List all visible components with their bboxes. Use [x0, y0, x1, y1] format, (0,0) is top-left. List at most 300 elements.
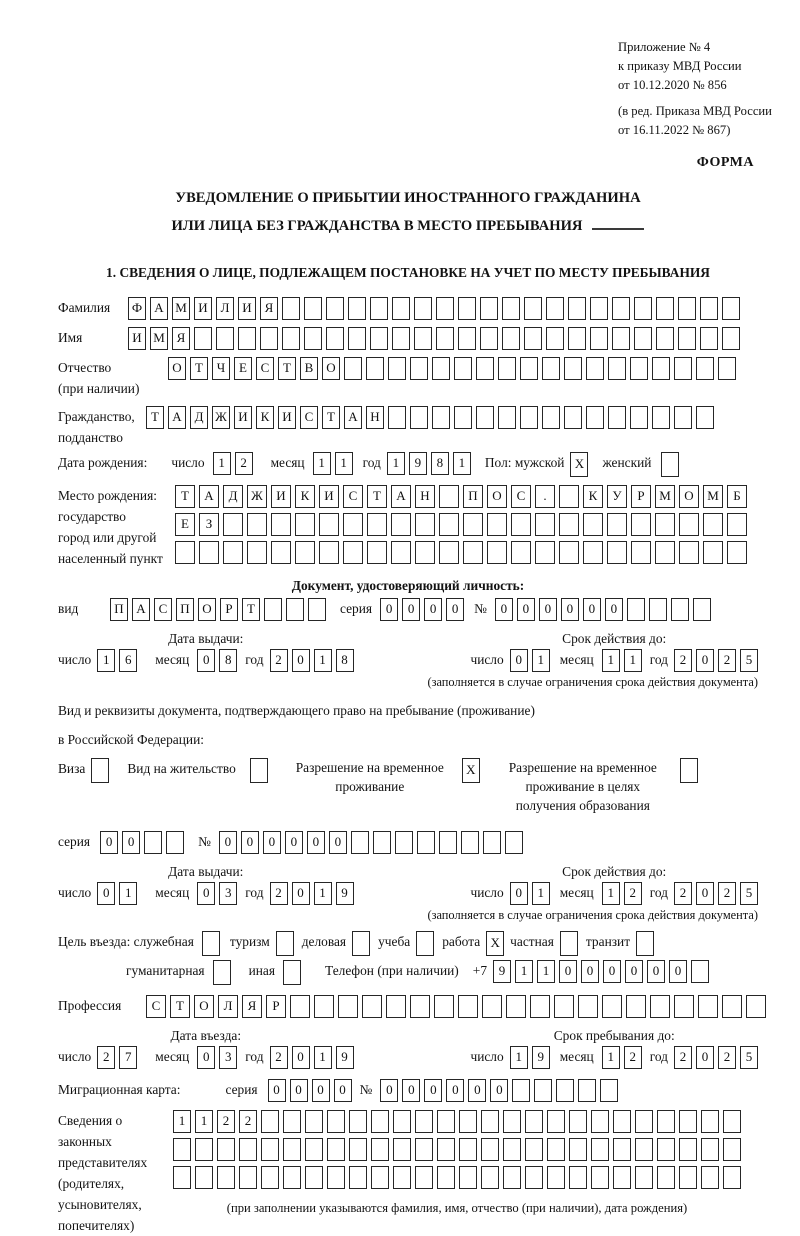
char-box[interactable]: Л	[216, 297, 234, 320]
char-box[interactable]	[511, 513, 531, 536]
char-box[interactable]: 0	[329, 831, 347, 854]
char-box[interactable]	[348, 327, 366, 350]
char-box[interactable]	[511, 541, 531, 564]
char-box[interactable]	[338, 995, 358, 1018]
char-box[interactable]: 6	[119, 649, 137, 672]
char-box[interactable]: Я	[260, 297, 278, 320]
char-box[interactable]	[542, 357, 560, 380]
char-box[interactable]: Н	[366, 406, 384, 429]
char-box[interactable]: 1	[532, 649, 550, 672]
char-box[interactable]: 1	[453, 452, 471, 475]
char-box[interactable]	[524, 327, 542, 350]
char-box[interactable]	[415, 1110, 433, 1133]
char-box[interactable]	[437, 1138, 455, 1161]
char-box[interactable]: 2	[718, 882, 736, 905]
char-box[interactable]: 8	[336, 649, 354, 672]
char-box[interactable]: 0	[380, 1079, 398, 1102]
char-box[interactable]: 0	[402, 598, 420, 621]
char-box[interactable]: .	[535, 485, 555, 508]
char-box[interactable]: 1	[173, 1110, 191, 1133]
char-box[interactable]: П	[463, 485, 483, 508]
char-box[interactable]	[482, 995, 502, 1018]
char-box[interactable]: З	[199, 513, 219, 536]
char-box[interactable]	[591, 1138, 609, 1161]
char-box[interactable]: А	[199, 485, 219, 508]
char-box[interactable]	[652, 406, 670, 429]
char-box[interactable]	[502, 327, 520, 350]
char-box[interactable]	[417, 831, 435, 854]
char-box[interactable]	[370, 327, 388, 350]
char-box[interactable]	[498, 406, 516, 429]
char-box[interactable]	[655, 513, 675, 536]
char-box[interactable]	[564, 406, 582, 429]
char-box[interactable]: 9	[532, 1046, 550, 1069]
char-box[interactable]	[437, 1110, 455, 1133]
char-box[interactable]	[649, 598, 667, 621]
char-box[interactable]	[679, 1138, 697, 1161]
char-box[interactable]	[436, 327, 454, 350]
char-box[interactable]	[223, 541, 243, 564]
char-box[interactable]: 0	[446, 598, 464, 621]
char-box[interactable]	[371, 1166, 389, 1189]
char-box[interactable]	[415, 513, 435, 536]
char-box[interactable]: X	[570, 452, 588, 477]
char-box[interactable]	[480, 297, 498, 320]
char-box[interactable]: 2	[217, 1110, 235, 1133]
char-box[interactable]: П	[110, 598, 128, 621]
char-box[interactable]	[343, 541, 363, 564]
char-box[interactable]	[319, 541, 339, 564]
char-box[interactable]	[602, 995, 622, 1018]
char-box[interactable]: Д	[223, 485, 243, 508]
char-box[interactable]	[613, 1166, 631, 1189]
char-box[interactable]: 0	[424, 598, 442, 621]
char-box[interactable]	[458, 995, 478, 1018]
char-box[interactable]	[608, 357, 626, 380]
char-box[interactable]	[657, 1110, 675, 1133]
char-box[interactable]: 5	[740, 882, 758, 905]
char-box[interactable]: И	[278, 406, 296, 429]
char-box[interactable]: 1	[602, 1046, 620, 1069]
char-box[interactable]	[319, 513, 339, 536]
char-box[interactable]: И	[271, 485, 291, 508]
char-box[interactable]: Р	[631, 485, 651, 508]
char-box[interactable]	[239, 1138, 257, 1161]
char-box[interactable]	[264, 598, 282, 621]
char-box[interactable]	[314, 995, 334, 1018]
char-box[interactable]: 2	[718, 649, 736, 672]
char-box[interactable]	[722, 327, 740, 350]
char-box[interactable]	[722, 995, 742, 1018]
char-box[interactable]	[391, 513, 411, 536]
char-box[interactable]: 0	[696, 649, 714, 672]
char-box[interactable]	[525, 1138, 543, 1161]
char-box[interactable]	[546, 327, 564, 350]
char-box[interactable]: 0	[197, 882, 215, 905]
char-box[interactable]	[613, 1138, 631, 1161]
char-box[interactable]	[463, 513, 483, 536]
char-box[interactable]	[535, 513, 555, 536]
char-box[interactable]: 2	[270, 882, 288, 905]
char-box[interactable]: К	[295, 485, 315, 508]
char-box[interactable]	[634, 327, 652, 350]
char-box[interactable]: И	[319, 485, 339, 508]
char-box[interactable]	[679, 1166, 697, 1189]
char-box[interactable]	[173, 1138, 191, 1161]
char-box[interactable]	[525, 1166, 543, 1189]
char-box[interactable]: 0	[219, 831, 237, 854]
char-box[interactable]: 1	[624, 649, 642, 672]
char-box[interactable]	[476, 406, 494, 429]
char-box[interactable]	[238, 327, 256, 350]
char-box[interactable]	[608, 406, 626, 429]
char-box[interactable]	[283, 1138, 301, 1161]
char-box[interactable]: 1	[335, 452, 353, 475]
char-box[interactable]	[534, 1079, 552, 1102]
char-box[interactable]: Т	[190, 357, 208, 380]
char-box[interactable]	[487, 541, 507, 564]
char-box[interactable]	[458, 297, 476, 320]
char-box[interactable]: 1	[313, 452, 331, 475]
char-box[interactable]: 1	[195, 1110, 213, 1133]
char-box[interactable]	[578, 995, 598, 1018]
char-box[interactable]	[349, 1110, 367, 1133]
char-box[interactable]	[657, 1166, 675, 1189]
char-box[interactable]: 0	[307, 831, 325, 854]
char-box[interactable]: 1	[213, 452, 231, 475]
char-box[interactable]: Ж	[212, 406, 230, 429]
char-box[interactable]: С	[300, 406, 318, 429]
char-box[interactable]	[362, 995, 382, 1018]
char-box[interactable]	[271, 513, 291, 536]
char-box[interactable]: И	[194, 297, 212, 320]
char-box[interactable]: 0	[380, 598, 398, 621]
char-box[interactable]	[583, 513, 603, 536]
char-box[interactable]	[727, 513, 747, 536]
char-box[interactable]	[502, 297, 520, 320]
char-box[interactable]: С	[343, 485, 363, 508]
char-box[interactable]: С	[511, 485, 531, 508]
char-box[interactable]	[349, 1138, 367, 1161]
char-box[interactable]: Т	[278, 357, 296, 380]
char-box[interactable]: 0	[122, 831, 140, 854]
char-box[interactable]	[410, 995, 430, 1018]
char-box[interactable]	[693, 598, 711, 621]
char-box[interactable]: А	[132, 598, 150, 621]
char-box[interactable]: К	[583, 485, 603, 508]
char-box[interactable]	[173, 1166, 191, 1189]
char-box[interactable]	[607, 513, 627, 536]
char-box[interactable]: 5	[740, 649, 758, 672]
char-box[interactable]	[199, 541, 219, 564]
char-box[interactable]: 1	[537, 960, 555, 983]
char-box[interactable]	[600, 1079, 618, 1102]
char-box[interactable]	[195, 1166, 213, 1189]
char-box[interactable]	[283, 1110, 301, 1133]
char-box[interactable]: М	[172, 297, 190, 320]
char-box[interactable]: 0	[490, 1079, 508, 1102]
char-box[interactable]	[723, 1110, 741, 1133]
char-box[interactable]	[568, 327, 586, 350]
char-box[interactable]: 7	[119, 1046, 137, 1069]
char-box[interactable]: П	[176, 598, 194, 621]
char-box[interactable]: 0	[696, 1046, 714, 1069]
char-box[interactable]	[175, 541, 195, 564]
char-box[interactable]	[370, 297, 388, 320]
char-box[interactable]	[282, 327, 300, 350]
char-box[interactable]	[282, 297, 300, 320]
char-box[interactable]: 5	[740, 1046, 758, 1069]
char-box[interactable]	[217, 1166, 235, 1189]
char-box[interactable]	[590, 327, 608, 350]
char-box[interactable]	[366, 357, 384, 380]
char-box[interactable]	[295, 541, 315, 564]
char-box[interactable]: Т	[170, 995, 190, 1018]
char-box[interactable]	[459, 1166, 477, 1189]
char-box[interactable]	[371, 1138, 389, 1161]
char-box[interactable]: 0	[268, 1079, 286, 1102]
char-box[interactable]	[590, 297, 608, 320]
char-box[interactable]: Е	[175, 513, 195, 536]
char-box[interactable]	[746, 995, 766, 1018]
char-box[interactable]	[634, 297, 652, 320]
char-box[interactable]: О	[198, 598, 216, 621]
char-box[interactable]	[560, 931, 578, 956]
char-box[interactable]	[437, 1166, 455, 1189]
char-box[interactable]: И	[234, 406, 252, 429]
char-box[interactable]	[498, 357, 516, 380]
char-box[interactable]	[630, 357, 648, 380]
char-box[interactable]	[631, 541, 651, 564]
char-box[interactable]	[591, 1166, 609, 1189]
char-box[interactable]	[569, 1166, 587, 1189]
char-box[interactable]: А	[344, 406, 362, 429]
char-box[interactable]	[367, 513, 387, 536]
char-box[interactable]	[388, 406, 406, 429]
char-box[interactable]: Т	[367, 485, 387, 508]
char-box[interactable]: 2	[239, 1110, 257, 1133]
char-box[interactable]	[626, 995, 646, 1018]
char-box[interactable]	[373, 831, 391, 854]
char-box[interactable]	[535, 541, 555, 564]
char-box[interactable]: 0	[100, 831, 118, 854]
char-box[interactable]: М	[703, 485, 723, 508]
char-box[interactable]: X	[462, 758, 480, 783]
char-box[interactable]	[578, 1079, 596, 1102]
char-box[interactable]	[556, 1079, 574, 1102]
char-box[interactable]	[415, 1138, 433, 1161]
char-box[interactable]	[434, 995, 454, 1018]
char-box[interactable]: Ч	[212, 357, 230, 380]
char-box[interactable]	[657, 1138, 675, 1161]
char-box[interactable]: О	[322, 357, 340, 380]
char-box[interactable]: 1	[119, 882, 137, 905]
char-box[interactable]: X	[486, 931, 504, 956]
char-box[interactable]	[698, 995, 718, 1018]
char-box[interactable]	[696, 406, 714, 429]
char-box[interactable]: С	[154, 598, 172, 621]
char-box[interactable]	[283, 1166, 301, 1189]
char-box[interactable]: В	[300, 357, 318, 380]
char-box[interactable]: 2	[270, 1046, 288, 1069]
char-box[interactable]	[678, 327, 696, 350]
char-box[interactable]	[512, 1079, 530, 1102]
char-box[interactable]: 0	[581, 960, 599, 983]
char-box[interactable]: 0	[402, 1079, 420, 1102]
char-box[interactable]: 9	[409, 452, 427, 475]
char-box[interactable]	[547, 1138, 565, 1161]
char-box[interactable]	[349, 1166, 367, 1189]
char-box[interactable]: 8	[431, 452, 449, 475]
char-box[interactable]	[247, 541, 267, 564]
char-box[interactable]	[166, 831, 184, 854]
char-box[interactable]	[344, 357, 362, 380]
char-box[interactable]	[542, 406, 560, 429]
char-box[interactable]	[586, 406, 604, 429]
char-box[interactable]	[304, 327, 322, 350]
char-box[interactable]	[327, 1166, 345, 1189]
char-box[interactable]	[524, 297, 542, 320]
char-box[interactable]	[554, 995, 574, 1018]
char-box[interactable]: 0	[197, 1046, 215, 1069]
char-box[interactable]: Т	[322, 406, 340, 429]
char-box[interactable]	[652, 357, 670, 380]
char-box[interactable]: 1	[532, 882, 550, 905]
char-box[interactable]	[410, 406, 428, 429]
char-box[interactable]	[271, 541, 291, 564]
char-box[interactable]	[613, 1110, 631, 1133]
char-box[interactable]	[568, 297, 586, 320]
char-box[interactable]: А	[150, 297, 168, 320]
char-box[interactable]	[547, 1110, 565, 1133]
char-box[interactable]	[525, 1110, 543, 1133]
char-box[interactable]	[414, 327, 432, 350]
char-box[interactable]: 0	[561, 598, 579, 621]
char-box[interactable]	[505, 831, 523, 854]
char-box[interactable]	[327, 1138, 345, 1161]
char-box[interactable]	[483, 831, 501, 854]
char-box[interactable]	[392, 297, 410, 320]
char-box[interactable]	[290, 995, 310, 1018]
char-box[interactable]	[503, 1138, 521, 1161]
char-box[interactable]	[459, 1110, 477, 1133]
char-box[interactable]: 0	[468, 1079, 486, 1102]
char-box[interactable]	[559, 541, 579, 564]
char-box[interactable]	[674, 995, 694, 1018]
char-box[interactable]: 0	[583, 598, 601, 621]
char-box[interactable]	[718, 357, 736, 380]
char-box[interactable]	[678, 297, 696, 320]
char-box[interactable]: 9	[336, 882, 354, 905]
char-box[interactable]: 3	[219, 882, 237, 905]
char-box[interactable]	[680, 758, 698, 783]
char-box[interactable]: М	[655, 485, 675, 508]
char-box[interactable]	[696, 357, 714, 380]
char-box[interactable]: О	[487, 485, 507, 508]
char-box[interactable]: 0	[603, 960, 621, 983]
char-box[interactable]	[583, 541, 603, 564]
char-box[interactable]	[415, 1166, 433, 1189]
char-box[interactable]	[195, 1138, 213, 1161]
char-box[interactable]	[91, 758, 109, 783]
char-box[interactable]: 1	[602, 882, 620, 905]
char-box[interactable]	[286, 598, 304, 621]
char-box[interactable]: Н	[415, 485, 435, 508]
char-box[interactable]: 0	[605, 598, 623, 621]
char-box[interactable]	[213, 960, 231, 985]
char-box[interactable]	[481, 1166, 499, 1189]
char-box[interactable]	[461, 831, 479, 854]
char-box[interactable]	[371, 1110, 389, 1133]
char-box[interactable]: 1	[510, 1046, 528, 1069]
char-box[interactable]: 1	[314, 649, 332, 672]
char-box[interactable]: 2	[674, 882, 692, 905]
char-box[interactable]	[656, 327, 674, 350]
char-box[interactable]: 0	[647, 960, 665, 983]
char-box[interactable]	[250, 758, 268, 783]
char-box[interactable]	[701, 1166, 719, 1189]
char-box[interactable]	[348, 297, 366, 320]
char-box[interactable]	[304, 297, 322, 320]
char-box[interactable]: 0	[510, 649, 528, 672]
char-box[interactable]	[343, 513, 363, 536]
char-box[interactable]: Д	[190, 406, 208, 429]
char-box[interactable]: У	[607, 485, 627, 508]
char-box[interactable]	[627, 598, 645, 621]
char-box[interactable]	[723, 1138, 741, 1161]
char-box[interactable]	[276, 931, 294, 956]
char-box[interactable]	[223, 513, 243, 536]
char-box[interactable]: К	[256, 406, 274, 429]
char-box[interactable]: Е	[234, 357, 252, 380]
char-box[interactable]	[308, 598, 326, 621]
char-box[interactable]	[261, 1110, 279, 1133]
char-box[interactable]	[674, 406, 692, 429]
char-box[interactable]	[305, 1110, 323, 1133]
char-box[interactable]: М	[150, 327, 168, 350]
char-box[interactable]: 0	[292, 1046, 310, 1069]
char-box[interactable]	[414, 297, 432, 320]
char-box[interactable]	[410, 357, 428, 380]
char-box[interactable]	[569, 1110, 587, 1133]
char-box[interactable]	[520, 357, 538, 380]
char-box[interactable]	[723, 1166, 741, 1189]
char-box[interactable]: 0	[292, 882, 310, 905]
char-box[interactable]	[679, 513, 699, 536]
char-box[interactable]	[546, 297, 564, 320]
char-box[interactable]	[439, 831, 457, 854]
char-box[interactable]	[701, 1110, 719, 1133]
char-box[interactable]	[701, 1138, 719, 1161]
char-box[interactable]	[393, 1110, 411, 1133]
char-box[interactable]: 2	[624, 1046, 642, 1069]
char-box[interactable]: Я	[242, 995, 262, 1018]
char-box[interactable]	[260, 327, 278, 350]
char-box[interactable]	[305, 1166, 323, 1189]
char-box[interactable]	[463, 541, 483, 564]
char-box[interactable]	[416, 931, 434, 956]
char-box[interactable]: 0	[510, 882, 528, 905]
char-box[interactable]	[671, 598, 689, 621]
char-box[interactable]	[480, 327, 498, 350]
char-box[interactable]: Т	[242, 598, 260, 621]
char-box[interactable]	[476, 357, 494, 380]
char-box[interactable]: 0	[625, 960, 643, 983]
char-box[interactable]	[612, 327, 630, 350]
char-box[interactable]: 9	[493, 960, 511, 983]
char-box[interactable]	[415, 541, 435, 564]
char-box[interactable]: 1	[387, 452, 405, 475]
